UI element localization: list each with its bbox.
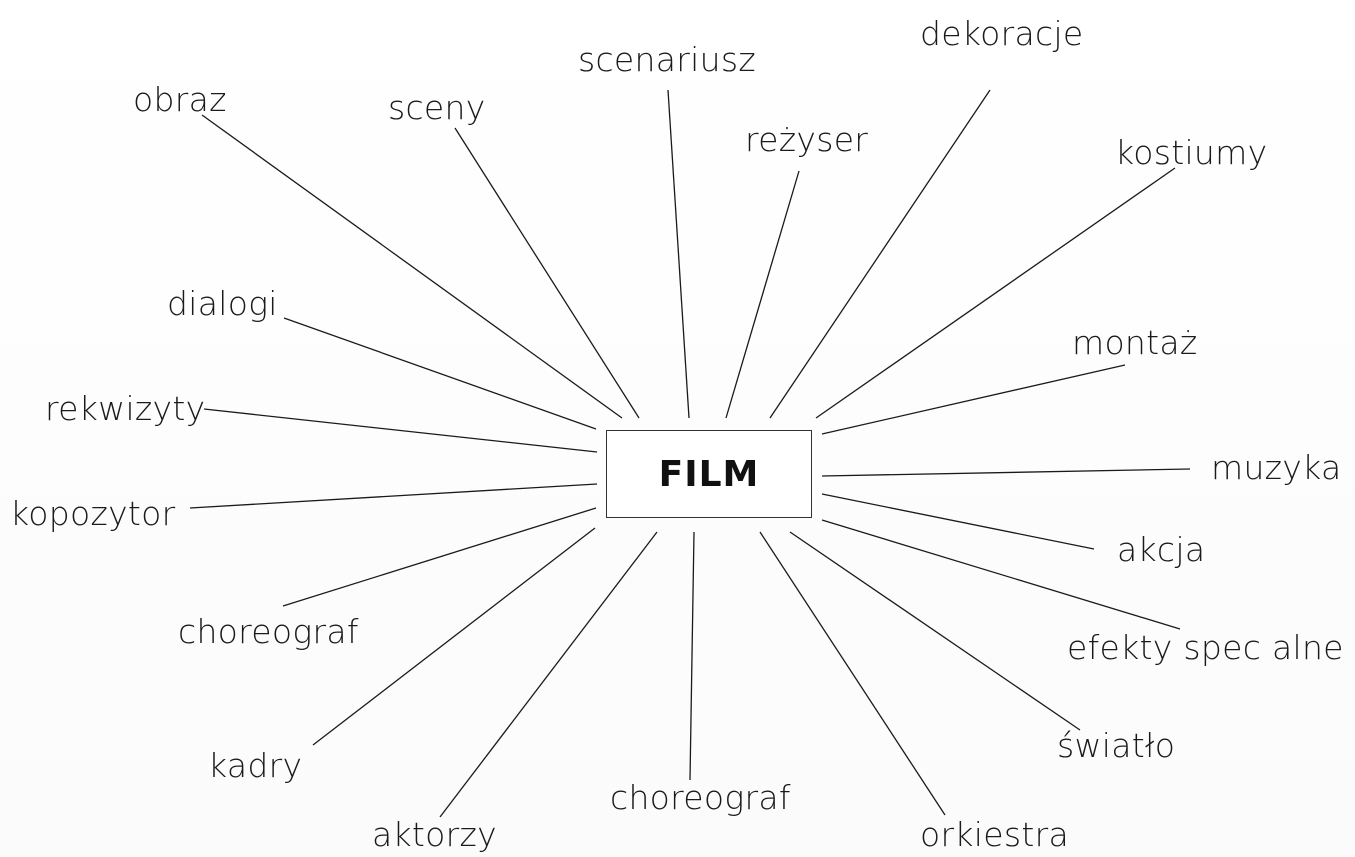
line-rekwizyty: [204, 409, 597, 452]
line-akcja: [822, 494, 1094, 549]
line-choreograf-bottom: [690, 532, 694, 780]
line-dialogi: [284, 318, 596, 429]
line-scenariusz: [668, 90, 689, 418]
label-dekoracje: dekoracje: [920, 14, 1084, 53]
line-rezyser: [726, 171, 799, 418]
line-sceny: [455, 128, 639, 418]
label-rekwizyty: rekwizyty: [45, 389, 206, 428]
line-choreograf-left: [283, 508, 596, 606]
label-scenariusz: scenariusz: [578, 40, 756, 79]
label-muzyka: muzyka: [1211, 448, 1342, 487]
label-kadry: kadry: [208, 746, 303, 785]
line-kopozytor: [190, 484, 597, 508]
line-aktorzy: [440, 532, 657, 817]
center-label: FILM: [658, 453, 760, 495]
label-dialogi: dialogi: [167, 284, 278, 323]
label-swiatlo: światło: [1057, 726, 1176, 765]
line-montaz: [822, 365, 1125, 434]
label-orkiestra: orkiestra: [920, 815, 1069, 854]
label-sceny: sceny: [388, 88, 486, 127]
label-kopozytor: kopozytor: [10, 494, 176, 533]
label-kostiumy: kostiumy: [1115, 133, 1268, 172]
line-kostiumy: [816, 168, 1175, 418]
label-akcja: akcja: [1117, 530, 1206, 569]
line-swiatlo: [790, 532, 1080, 730]
label-montaz: montaż: [1072, 323, 1198, 362]
label-choreograf-left: choreograf: [178, 612, 359, 651]
label-obraz: obraz: [133, 80, 227, 119]
label-choreograf-bottom: choreograf: [610, 778, 791, 817]
center-node: [606, 430, 812, 518]
line-obraz: [202, 115, 622, 418]
label-efekty: efekty spec alne: [1067, 628, 1344, 667]
label-rezyser: reżyser: [745, 120, 869, 159]
line-muzyka: [822, 469, 1190, 476]
label-aktorzy: aktorzy: [372, 815, 497, 854]
